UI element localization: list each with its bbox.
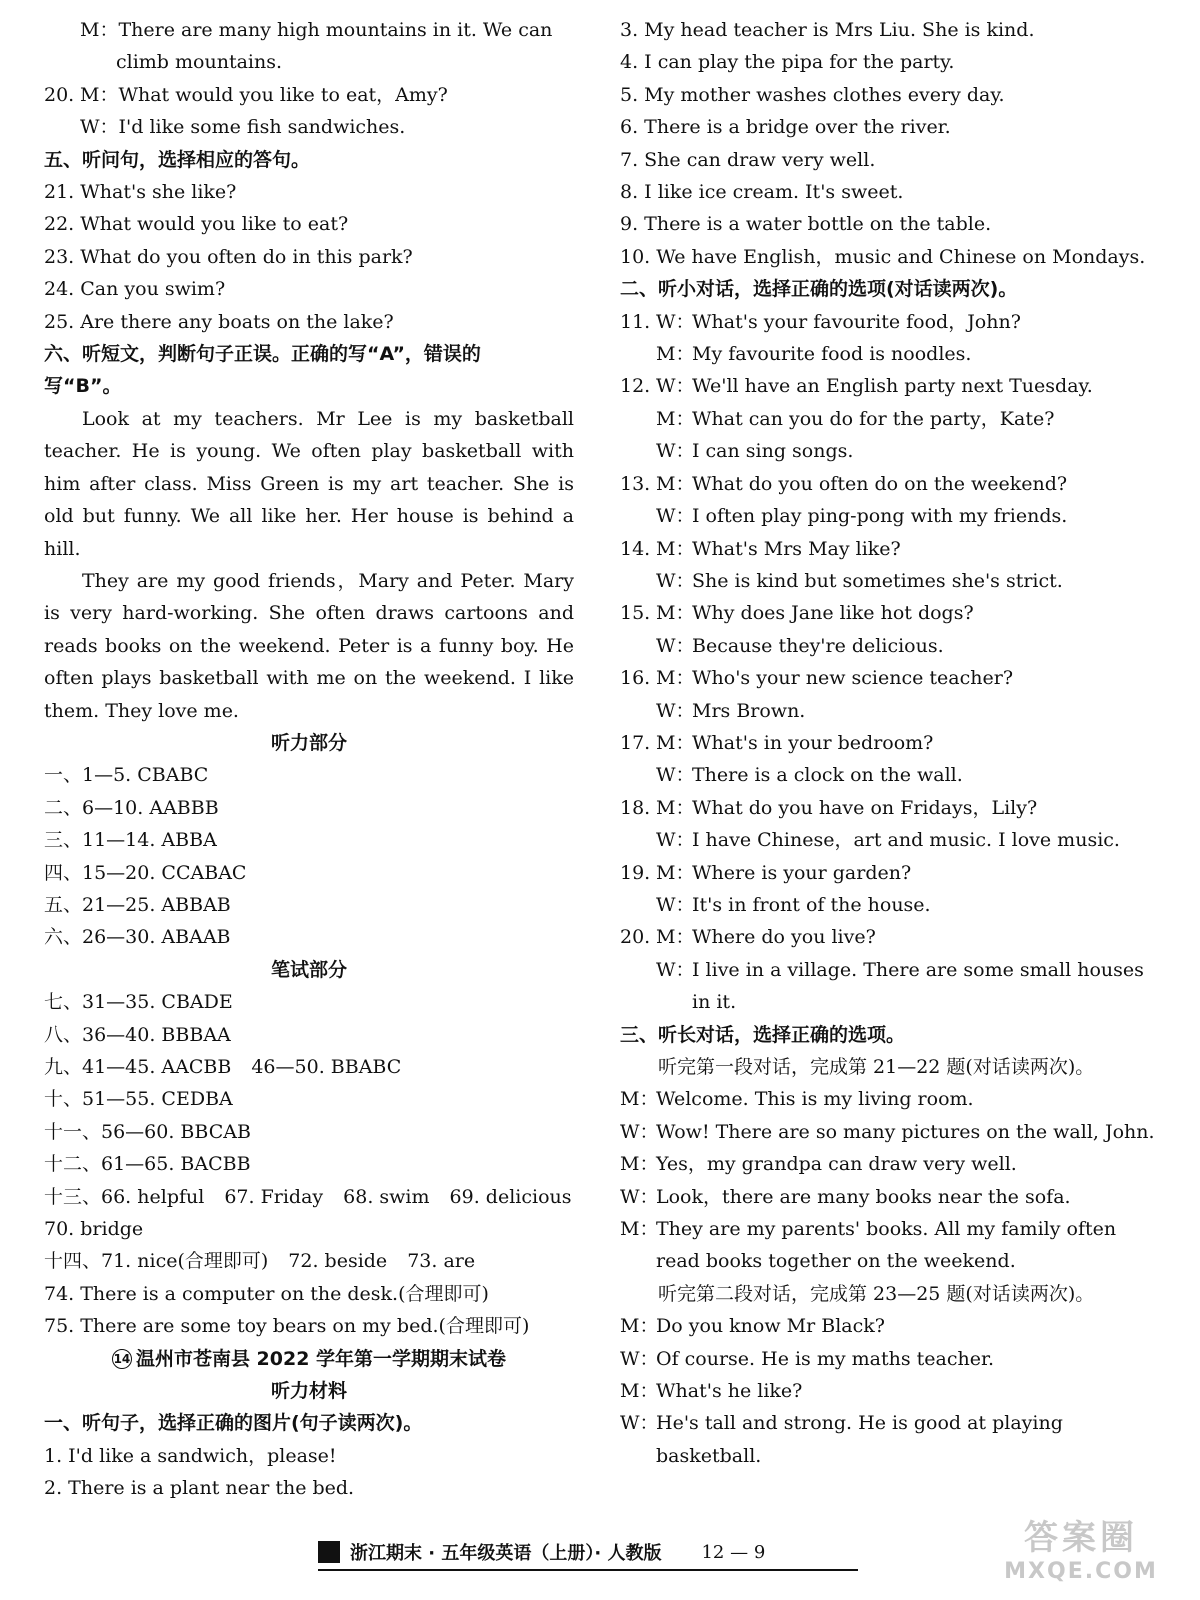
list-item: 4. I can play the pipa for the party. bbox=[620, 51, 955, 74]
dialog-text: What do you have on Fridays，Lily? bbox=[692, 796, 1038, 819]
speaker-label: M： bbox=[656, 926, 695, 949]
speaker-label: M： bbox=[656, 472, 695, 495]
writing-answers-title: 笔试部分 bbox=[270, 958, 347, 981]
dialog-text: Where is your garden? bbox=[692, 861, 912, 884]
speaker-label: M： bbox=[620, 1088, 659, 1111]
speaker-label: W： bbox=[620, 1347, 659, 1370]
answer-line: 三、11—14. ABBA bbox=[44, 829, 217, 852]
dialog-number bbox=[620, 889, 656, 921]
dialog-line bbox=[620, 1407, 1160, 1472]
list-item: 8. I like ice cream. It's sweet. bbox=[620, 181, 904, 204]
dialog-number: 15. bbox=[620, 602, 651, 625]
answer-line: 74. There is a computer on the desk.(合理即可) bbox=[44, 1282, 489, 1305]
speaker-label: W： bbox=[656, 375, 695, 398]
dialog-number: 12. bbox=[620, 375, 651, 398]
dialog-line bbox=[620, 695, 1160, 727]
dialog-line bbox=[620, 727, 1160, 759]
exam-title: 14 温州市苍南县 2022 学年第一学期期末试卷 bbox=[113, 1347, 507, 1370]
list-item: 23. What do you often do in this park? bbox=[44, 245, 413, 268]
list-item: 5. My mother washes clothes every day. bbox=[620, 83, 1005, 106]
list-item: 21. What's she like? bbox=[44, 181, 237, 204]
speaker-label: W： bbox=[656, 634, 695, 657]
dialog-number bbox=[620, 759, 656, 791]
passage-paragraph-1: Look at my teachers. Mr Lee is my basketball teacher. He is young. We often play basketball with him after class. Miss Green is my art teacher. She is old but funny. We all like her. Her house is behind a hill. bbox=[44, 407, 574, 560]
dialog-number bbox=[620, 565, 656, 597]
dialog-text: Who's your new science teacher? bbox=[692, 667, 1014, 690]
dialog-text: What's he like? bbox=[656, 1380, 803, 1403]
left-column bbox=[44, 14, 574, 1505]
dialog-text: I live in a village. There are some small houses in it. bbox=[692, 958, 1144, 1014]
answer-line: 七、31—35. CBADE bbox=[44, 991, 233, 1014]
list-item: 10. We have English，music and Chinese on Mondays. bbox=[620, 245, 1146, 268]
speaker-label: W： bbox=[656, 764, 695, 787]
dialog-number bbox=[620, 403, 656, 435]
speaker-label: W： bbox=[656, 893, 695, 916]
list-item: 22. What would you like to eat? bbox=[44, 213, 349, 236]
speaker-label: M： bbox=[656, 537, 695, 560]
dialog-text: There is a clock on the wall. bbox=[692, 764, 963, 787]
speaker-label: M： bbox=[656, 731, 695, 754]
dialog-line bbox=[620, 500, 1160, 532]
speaker-label: W： bbox=[656, 569, 695, 592]
speaker-label: M： bbox=[656, 796, 695, 819]
dialog-text: What's your favourite food，John? bbox=[692, 310, 1021, 333]
speaker-label: W： bbox=[620, 1412, 659, 1435]
dialog-line bbox=[620, 597, 1160, 629]
section-1-heading: 一、听句子，选择正确的图片(句子读两次)。 bbox=[44, 1412, 423, 1435]
watermark-logo: 答案圈 MXQE.COM bbox=[1004, 1518, 1158, 1584]
speaker-label: W： bbox=[620, 1185, 659, 1208]
dialog-line bbox=[620, 1375, 1160, 1407]
dialog-line bbox=[620, 630, 1160, 662]
dialog-line bbox=[620, 921, 1160, 953]
dialog-text: He's tall and strong. He is good at playing basketball. bbox=[656, 1412, 1063, 1467]
dialog-line bbox=[620, 338, 1160, 370]
dialog-line bbox=[620, 1213, 1160, 1278]
short-dialogs bbox=[620, 306, 1160, 1019]
dialog-text: I often play ping-pong with my friends. bbox=[692, 505, 1068, 528]
dialog-number bbox=[620, 695, 656, 727]
dialog-line bbox=[620, 468, 1160, 500]
dialog-number bbox=[620, 824, 656, 856]
dialog-text: I can sing songs. bbox=[692, 440, 854, 463]
listening-answers-title: 听力部分 bbox=[270, 731, 347, 754]
answer-line: 70. bridge bbox=[44, 1218, 144, 1241]
speaker-label: M： bbox=[620, 1380, 659, 1403]
speaker-label: W： bbox=[656, 699, 695, 722]
dialog-line bbox=[620, 792, 1160, 824]
answer-line: 八、36—40. BBBAA bbox=[44, 1023, 231, 1046]
dialog-number: 13. bbox=[620, 472, 651, 495]
list-item: 7. She can draw very well. bbox=[620, 148, 876, 171]
dialog-text: We'll have an English party next Tuesday. bbox=[692, 375, 1093, 398]
dialog-number: 11. bbox=[620, 310, 651, 333]
dialog-text: Of course. He is my maths teacher. bbox=[656, 1347, 995, 1370]
speaker-label: M： bbox=[656, 602, 695, 625]
right-column bbox=[620, 14, 1160, 1472]
footer-title: 浙江期末 · 五年级英语（上册）· 人教版 bbox=[350, 1543, 662, 1564]
answer-line: 一、1—5. CBABC bbox=[44, 764, 209, 787]
dialog-text: Look，there are many books near the sofa. bbox=[656, 1185, 1071, 1208]
answer-line: 五、21—25. ABBAB bbox=[44, 893, 231, 916]
section-5-heading: 五、听问句，选择相应的答句。 bbox=[44, 148, 311, 171]
dialog-number: 20. bbox=[620, 926, 651, 949]
page-footer bbox=[318, 1535, 858, 1571]
dialog-text: Because they're delicious. bbox=[692, 634, 944, 657]
dialog-line bbox=[620, 954, 1160, 1019]
dialog-text: They are my parents' books. All my family often read books together on the weekend. bbox=[656, 1218, 1117, 1273]
dialog-line bbox=[620, 857, 1160, 889]
speaker-label: M： bbox=[620, 1153, 659, 1176]
speaker-label: M： bbox=[656, 667, 695, 690]
dialog-line bbox=[620, 1083, 1160, 1115]
speaker-label: W： bbox=[656, 440, 695, 463]
dialog-text: What can you do for the party，Kate? bbox=[692, 407, 1055, 430]
black-square-icon bbox=[318, 1541, 340, 1563]
part-1-note: 听完第一段对话，完成第 21—22 题(对话读两次)。 bbox=[658, 1056, 1095, 1078]
dialog-number bbox=[620, 630, 656, 662]
listening-material-title: 听力材料 bbox=[270, 1380, 347, 1403]
list-item: 3. My head teacher is Mrs Liu. She is kind. bbox=[620, 19, 1035, 41]
dialog-line bbox=[620, 435, 1160, 467]
dialog-number: 16. bbox=[620, 667, 651, 690]
dialog-text: Yes，my grandpa can draw very well. bbox=[656, 1153, 1017, 1176]
dialog-line bbox=[620, 370, 1160, 402]
speaker-label: M： bbox=[656, 343, 695, 366]
dialog-20: 20. M：What would you like to eat，Amy? bbox=[44, 83, 448, 106]
section-2-heading: 二、听小对话，选择正确的选项(对话读两次)。 bbox=[620, 278, 1018, 301]
dialog-line bbox=[620, 533, 1160, 565]
answer-line: 75. There are some toy bears on my bed.(合理即可) bbox=[44, 1315, 530, 1338]
dialog-number bbox=[620, 954, 656, 1019]
answer-line: 十、51—55. CEDBA bbox=[44, 1088, 233, 1111]
answer-line: 十三、66. helpful 67. Friday 68. swim 69. delicious bbox=[44, 1185, 572, 1208]
dialog-line bbox=[620, 565, 1160, 597]
answer-line: 十二、61—65. BACBB bbox=[44, 1153, 251, 1176]
speaker-label: W： bbox=[656, 958, 695, 981]
passage-paragraph-2: They are my good friends，Mary and Peter. Mary is very hard-working. She often draws cartoons and reads books on the weekend. Peter is a funny boy. He often plays basketball with me on the weekend. I like them. They love me. bbox=[44, 569, 574, 722]
dialog-number: 18. bbox=[620, 796, 651, 819]
speaker-label: M： bbox=[656, 407, 695, 430]
dialog-text: It's in front of the house. bbox=[692, 893, 931, 916]
dialog-text: Why does Jane like hot dogs? bbox=[692, 602, 974, 625]
speaker-label: M： bbox=[620, 1218, 659, 1241]
answer-line: 二、6—10. AABBB bbox=[44, 796, 219, 819]
dialog-text: She is kind but sometimes she's strict. bbox=[692, 569, 1063, 592]
part-2-note: 听完第二段对话，完成第 23—25 题(对话读两次)。 bbox=[658, 1282, 1095, 1305]
dialog-text: Do you know Mr Black? bbox=[656, 1315, 885, 1338]
long-dialog-1 bbox=[620, 1083, 1160, 1277]
dialog-line bbox=[620, 662, 1160, 694]
dialog-text: What's in your bedroom? bbox=[692, 731, 934, 754]
dialog-text: I have Chinese，art and music. I love music. bbox=[692, 829, 1120, 852]
speaker-label: M： bbox=[656, 861, 695, 884]
list-item: 24. Can you swim? bbox=[44, 278, 226, 301]
dialog-line bbox=[620, 306, 1160, 338]
dialog-text: What do you often do on the weekend? bbox=[692, 472, 1068, 495]
answer-line: 六、26—30. ABAAB bbox=[44, 926, 231, 949]
dialog-line bbox=[620, 1310, 1160, 1342]
dialog-number bbox=[620, 500, 656, 532]
dialog-line bbox=[620, 1116, 1160, 1148]
dialog-line: M：There are many high mountains in it. We can bbox=[80, 19, 553, 41]
dialog-number bbox=[620, 435, 656, 467]
dialog-line: W：I'd like some fish sandwiches. bbox=[80, 116, 406, 139]
speaker-label: W： bbox=[656, 310, 695, 333]
dialog-line bbox=[620, 403, 1160, 435]
dialog-number: 19. bbox=[620, 861, 651, 884]
speaker-label: W： bbox=[620, 1120, 659, 1143]
list-item: 1. I'd like a sandwich，please! bbox=[44, 1444, 337, 1467]
list-item: 6. There is a bridge over the river. bbox=[620, 116, 951, 139]
dialog-number bbox=[620, 338, 656, 370]
answer-line: 九、41—45. AACBB 46—50. BBABC bbox=[44, 1056, 402, 1078]
answer-line: 四、15—20. CCABAC bbox=[44, 861, 247, 884]
dialog-text: Welcome. This is my living room. bbox=[656, 1088, 974, 1111]
exam-number-badge: 14 bbox=[112, 1349, 132, 1369]
speaker-label: M： bbox=[620, 1315, 659, 1338]
page-number: 12 — 9 bbox=[701, 1541, 766, 1563]
list-item: 9. There is a water bottle on the table. bbox=[620, 213, 992, 236]
answer-line: 十一、56—60. BBCAB bbox=[44, 1120, 251, 1143]
dialog-line bbox=[620, 1343, 1160, 1375]
section-6-heading: 六、听短文，判断句子正误。正确的写“A”，错误的 bbox=[44, 343, 481, 366]
dialog-line bbox=[620, 824, 1160, 856]
dialog-text: Where do you live? bbox=[692, 926, 876, 949]
dialog-line bbox=[620, 1181, 1160, 1213]
dialog-text: Mrs Brown. bbox=[692, 699, 806, 722]
dialog-text: What's Mrs May like? bbox=[692, 537, 901, 560]
dialog-number: 14. bbox=[620, 537, 651, 560]
answer-line: 十四、71. nice(合理即可) 72. beside 73. are bbox=[44, 1250, 476, 1273]
dialog-text: Wow! There are so many pictures on the wall, John. bbox=[656, 1120, 1155, 1143]
dialog-line: climb mountains. bbox=[116, 51, 283, 74]
section-3-heading: 三、听长对话，选择正确的选项。 bbox=[620, 1023, 906, 1046]
dialog-line bbox=[620, 759, 1160, 791]
speaker-label: W： bbox=[656, 829, 695, 852]
dialog-line bbox=[620, 889, 1160, 921]
dialog-text: My favourite food is noodles. bbox=[692, 343, 972, 366]
speaker-label: W： bbox=[656, 505, 695, 528]
list-item: 2. There is a plant near the bed. bbox=[44, 1477, 355, 1500]
long-dialog-2 bbox=[620, 1310, 1160, 1472]
section-6-heading-cont: 写“B”。 bbox=[44, 375, 122, 398]
dialog-line bbox=[620, 1148, 1160, 1180]
dialog-number: 17. bbox=[620, 731, 651, 754]
list-item: 25. Are there any boats on the lake? bbox=[44, 310, 394, 333]
